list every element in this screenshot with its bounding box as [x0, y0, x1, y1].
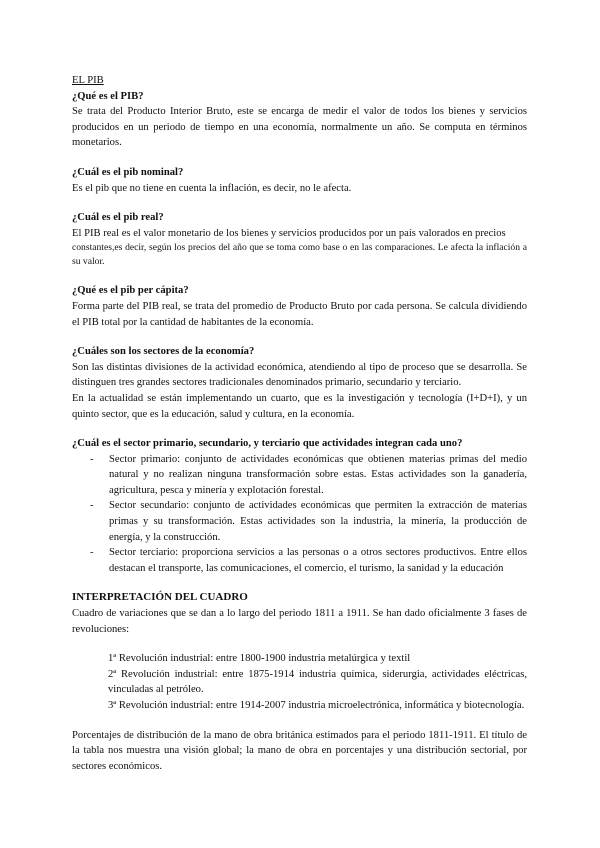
- revolucion-2: 2ª Revolución industrial: entre 1875-1914 industria química, siderurgia, actividades eléctricas, vinculadas al petróleo.: [108, 668, 527, 696]
- bullet-dash: -: [90, 547, 94, 559]
- answer-pib-real-line1: El PIB real es el valor monetario de los bienes y servicios producidos por un país valorados en precios: [72, 227, 506, 239]
- bullet-dash: -: [90, 500, 94, 512]
- document-title: EL PIB: [72, 75, 104, 86]
- answer-pib-per-capita: Forma parte del PIB real, se trata del promedio de Producto Bruto por cada persona. Se calcula dividiendo el PIB total por la cantidad de habitantes de la economía.: [72, 300, 527, 328]
- interpretacion-intro: Cuadro de variaciones que se dan a lo largo del periodo 1811 a 1911. Se han dado oficialmente 3 fases de revoluciones:: [72, 608, 527, 635]
- sector-list: [72, 452, 527, 577]
- revoluciones-list: [72, 651, 527, 713]
- sector-terciario-text: Sector terciario: proporciona servicios a las personas o a otros sectores productivos. Entre ellos destacan el transporte, las comunicaciones, el comercio, el turismo, la sanidad y la educación: [109, 547, 527, 574]
- answer-sectores-2: En la actualidad se están implementando un cuarto, que es la investigación y tecnología (I+D+I), y un quinto sector, que es la educación, salud y cultura, en la economía.: [72, 392, 527, 420]
- question-pib-per-capita: ¿Qué es el pib per cápita?: [72, 285, 189, 297]
- interpretacion-heading: INTERPRETACIÓN DEL CUADRO: [72, 591, 248, 604]
- answer-pib-real-line2: constantes,es decir, según los precios del año que se toma como base o en las comparaciones. Le afecta la inflación a su valor.: [72, 242, 527, 268]
- list-item: [72, 498, 527, 545]
- question-pib-real: ¿Cuál es el pib real?: [72, 212, 164, 224]
- sector-secundario-text: Sector secundario: conjunto de actividades económicas que permiten la extracción de materias primas y su transformación. Estas actividades son la industria, la minería, la producción de energía, y la construcción.: [109, 500, 527, 543]
- question-pib: ¿Qué es el PIB?: [72, 90, 144, 102]
- question-sectores: ¿Cuáles son los sectores de la economía?: [72, 346, 255, 358]
- sector-primario-text: Sector primario: conjunto de actividades económicas que obtienen materias primas del medio natural y no realizan ninguna transformación sobre estas. Estas actividades son la ganadería, agricultura, pesca y minería y explotación forestal.: [109, 453, 527, 496]
- question-pib-nominal: ¿Cuál es el pib nominal?: [72, 166, 184, 178]
- interpretacion-closing: Porcentajes de distribución de la mano de obra británica estimados para el periodo 1811-1911. El título de la tabla nos muestra una visión global; la mano de obra en porcentajes y una distribución sectorial, por sectores económicos.: [72, 729, 527, 772]
- bullet-dash: -: [90, 453, 94, 465]
- revolucion-3: 3ª Revolución industrial: entre 1914-2007 industria microelectrónica, informática y biotecnología.: [108, 700, 525, 711]
- list-item: [72, 452, 527, 499]
- answer-pib: Se trata del Producto Interior Bruto, este se encarga de medir el valor de todos los bienes y servicios producidos en un periodo de tiempo en una economía, normalmente un año. Se computa en términos monetarios.: [72, 106, 527, 149]
- revolucion-1: 1ª Revolución industrial: entre 1800-1900 industria metalúrgica y textil: [108, 653, 411, 665]
- answer-sectores-1: Son las distintas divisiones de la actividad económica, atendiendo al tipo de proceso que se desarrolla. Se distinguen tres grandes sectores tradicionales denominados primario, secundario y terciario.: [72, 361, 527, 389]
- list-item: [72, 545, 527, 576]
- question-sector-actividades: ¿Cuál es el sector primario, secundario, y terciario que actividades integran cada uno?: [72, 438, 463, 450]
- answer-pib-nominal: Es el pib que no tiene en cuenta la inflación, es decir, no le afecta.: [72, 182, 352, 194]
- document-body: [72, 73, 527, 774]
